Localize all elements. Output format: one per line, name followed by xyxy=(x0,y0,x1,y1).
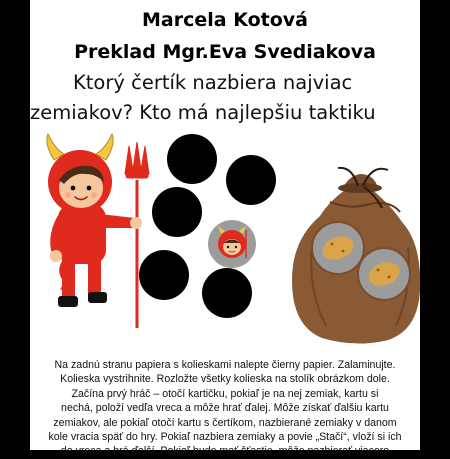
question-heading xyxy=(30,68,420,128)
devil-icon xyxy=(47,134,149,328)
card-face-down xyxy=(139,250,189,300)
instructions-line: Na zadnú stranu papiera s kolieskami nalepte čierny papier. Zalaminujte. xyxy=(54,359,396,371)
worksheet-page xyxy=(30,0,420,458)
potato-icon xyxy=(358,248,410,300)
game-illustration xyxy=(30,130,420,345)
instructions-line: Kolieska vystrihnite. Rozložte všetky kolieska na stolík obrázkom dole. xyxy=(60,373,390,386)
question-line-2: zemiakov? Kto má najlepšiu taktiku xyxy=(30,101,376,124)
card-face-down xyxy=(152,187,202,237)
card-face-down xyxy=(226,155,276,205)
card-face-down xyxy=(202,268,252,318)
instructions-line: zemiakov, ale pokiaľ otočí kartu s čertíkom, nazbierané zemiaky v danom xyxy=(53,416,397,429)
potato-icon xyxy=(312,222,364,274)
potato-sack-icon xyxy=(292,168,420,344)
devil-card xyxy=(208,220,256,268)
game-cards xyxy=(139,134,276,318)
question-line-1: Ktorý čertík nazbiera najviac xyxy=(73,71,353,94)
instructions-line: Začína prvý hráč – otočí kartičku, pokiaľ je na nej zemiak, kartu si xyxy=(71,387,379,400)
instructions-line: kole vracia späť do hry. Pokiaľ nazbiera zemiaky a povie „Stačí“, vloží si ich xyxy=(48,431,402,444)
translator-credit: Preklad Mgr.Eva Svediakova xyxy=(74,41,376,63)
instructions-line: do vreca a hrá ďalší. Pokiaľ bude mať šťastie, môže nazbierať viacero xyxy=(60,445,390,458)
card-face-down xyxy=(167,134,217,184)
instructions-line: nechá, položí vedľa vreca a môže hrať ďalej. Môže získať ďalšiu kartu xyxy=(61,402,389,415)
game-instructions xyxy=(34,358,416,459)
author-name: Marcela Kotová xyxy=(142,9,308,31)
